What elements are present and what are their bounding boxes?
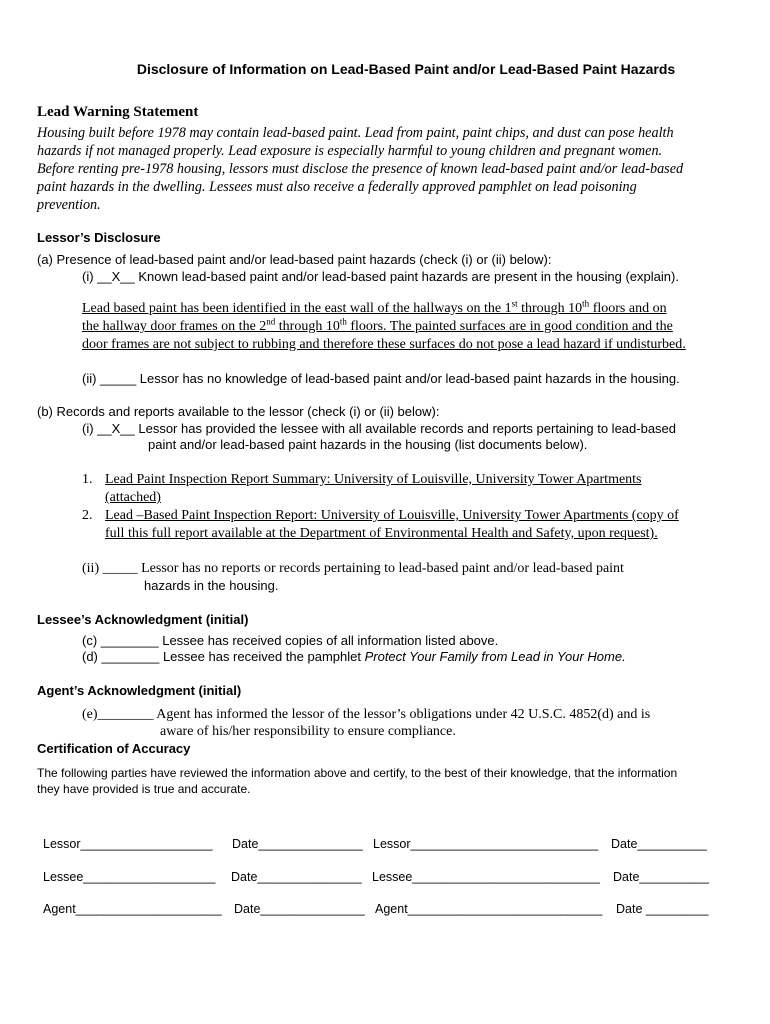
warning-line: paint hazards in the dwelling. Lessees must also receive a federally approved pamphlet on lead poisoning bbox=[37, 179, 637, 195]
lessor-date-line[interactable]: Date_______________ bbox=[232, 837, 363, 851]
warning-line: Before renting pre-1978 housing, lessors must disclose the presence of known lead-based paint and/or lead-based bbox=[37, 161, 684, 177]
lessee-c: (c) ________ Lessee has received copies of all information listed above. bbox=[82, 633, 499, 648]
warning-line: hazards if not managed properly. Lead exposure is especially harmful to young children and pregnant women. bbox=[37, 143, 663, 159]
explanation bbox=[82, 300, 742, 354]
certification-text bbox=[37, 765, 747, 797]
lessor-a-ii: (ii) _____ Lessor has no knowledge of lead-based paint and/or lead-based paint hazards in the housing. bbox=[82, 371, 680, 386]
superscript: th bbox=[339, 316, 347, 327]
warning-heading: Lead Warning Statement bbox=[37, 104, 199, 120]
lessee-date-line[interactable]: Date_______________ bbox=[231, 870, 362, 884]
explanation-text: floors. The painted surfaces are in good condition and the bbox=[346, 319, 673, 334]
lessor-a-i: (i) __X__ Known lead-based paint and/or lead-based paint hazards are present in the housing (explain). bbox=[82, 269, 679, 284]
lessor-b-i: (i) __X__ Lessor has provided the lessee with all available records and reports pertaining to lead-based bbox=[82, 421, 677, 436]
certification-heading: Certification of Accuracy bbox=[37, 741, 191, 756]
lessee-date-line[interactable]: Date__________ bbox=[613, 870, 709, 884]
explanation-line bbox=[82, 318, 742, 336]
agent-e-cont: aware of his/her responsibility to ensure compliance. bbox=[160, 724, 456, 739]
list-item-text bbox=[82, 471, 742, 507]
explanation-text: through 10 bbox=[517, 301, 583, 316]
lessor-signature-line[interactable]: Lessor___________________________ bbox=[373, 837, 599, 851]
agent-date-line[interactable]: Date_______________ bbox=[234, 902, 365, 916]
pamphlet-title: Protect Your Family from Lead in Your Home. bbox=[364, 649, 626, 664]
agent-date-line[interactable]: Date _________ bbox=[616, 902, 709, 916]
warning-line: Housing built before 1978 may contain lead-based paint. Lead from paint, paint chips, and dust can pose health bbox=[37, 125, 674, 141]
lessor-b-i-cont: paint and/or lead-based paint hazards in the housing (list documents below). bbox=[148, 437, 588, 452]
explanation-text: floors and on bbox=[589, 301, 667, 316]
superscript: st bbox=[511, 298, 518, 309]
warning-line: prevention. bbox=[37, 197, 101, 213]
certification-line: they have provided is true and accurate. bbox=[37, 782, 251, 796]
lessee-signature-line[interactable]: Lessee___________________________ bbox=[372, 870, 601, 884]
list-number: 1. bbox=[82, 472, 93, 487]
explanation-text: Lead based paint has been identified in the east wall of the hallways on the 1 bbox=[82, 301, 512, 316]
list-item-text bbox=[82, 507, 742, 543]
explanation-text: the hallway door frames on the 2 bbox=[82, 319, 267, 334]
explanation-line: door frames are not subject to rubbing and therefore these surfaces do not pose a lead hazard if undisturbed. bbox=[82, 337, 686, 352]
lessor-b-ii-cont: hazards in the housing. bbox=[144, 578, 279, 593]
list-number: 2. bbox=[82, 508, 93, 523]
list-item-line: (attached) bbox=[105, 490, 161, 505]
superscript: nd bbox=[266, 316, 276, 327]
list-item-line: Lead Paint Inspection Report Summary: University of Louisville, University Tower Apartments bbox=[105, 472, 642, 487]
lessor-b-text: (b) Records and reports available to the lessor (check (i) or (ii) below): bbox=[37, 404, 440, 419]
lessee-heading: Lessee’s Acknowledgment (initial) bbox=[37, 612, 249, 627]
list-item bbox=[82, 471, 742, 507]
lessor-signature-line[interactable]: Lessor___________________ bbox=[43, 837, 213, 851]
explanation-line bbox=[82, 300, 742, 318]
superscript: th bbox=[582, 298, 590, 309]
lessee-d bbox=[82, 649, 770, 665]
list-item bbox=[82, 507, 742, 543]
list-item-line: full this full report available at the Department of Environmental Health and Safety, upon request). bbox=[105, 526, 658, 541]
lessor-a-text: (a) Presence of lead-based paint and/or lead-based paint hazards (check (i) or (ii) below): bbox=[37, 252, 552, 267]
agent-e: (e)________ Agent has informed the lessor of the lessor’s obligations under 42 U.S.C. 4852(d) and is bbox=[82, 707, 651, 722]
agent-signature-line[interactable]: Agent_____________________ bbox=[43, 902, 222, 916]
agent-signature-line[interactable]: Agent____________________________ bbox=[375, 902, 603, 916]
lessee-signature-line[interactable]: Lessee___________________ bbox=[43, 870, 216, 884]
list-item-line: Lead –Based Paint Inspection Report: University of Louisville, University Tower Apartments (copy of bbox=[105, 508, 679, 523]
lessor-date-line[interactable]: Date__________ bbox=[611, 837, 707, 851]
explanation-text: through 10 bbox=[275, 319, 340, 334]
certification-line: The following parties have reviewed the information above and certify, to the best of their knowledge, that the information bbox=[37, 766, 678, 780]
document-list bbox=[82, 471, 742, 543]
warning-text bbox=[37, 124, 757, 214]
lessor-b-ii: (ii) _____ Lessor has no reports or records pertaining to lead-based paint and/or lead-based paint bbox=[82, 561, 624, 576]
document-title: Disclosure of Information on Lead-Based Paint and/or Lead-Based Paint Hazards bbox=[136, 61, 676, 77]
agent-heading: Agent’s Acknowledgment (initial) bbox=[37, 683, 242, 698]
lessee-d-text: (d) ________ Lessee has received the pamphlet bbox=[82, 649, 365, 664]
lessor-heading: Lessor’s Disclosure bbox=[37, 230, 161, 245]
